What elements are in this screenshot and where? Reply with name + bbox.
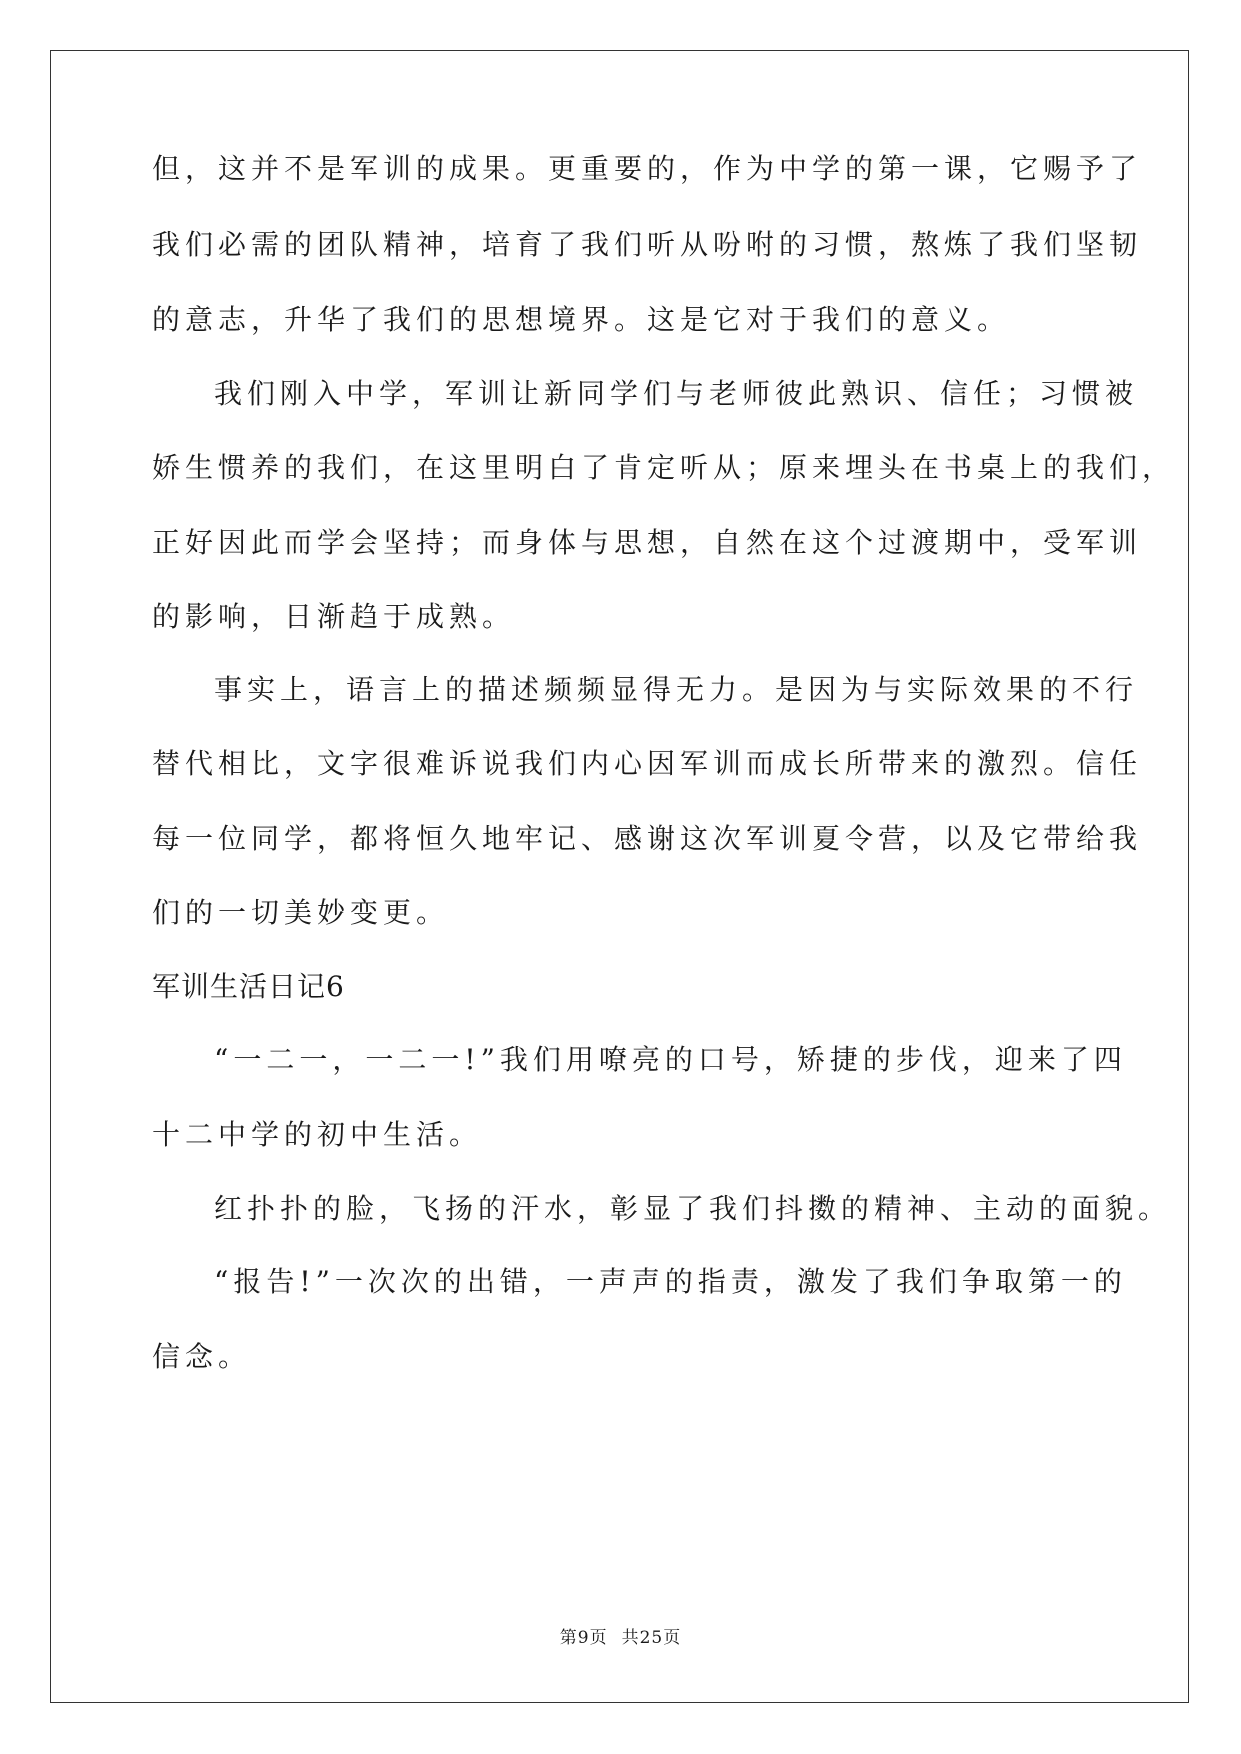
paragraph-line: 替代相比，文字很难诉说我们内心因军训而成长所带来的激烈。信任 bbox=[152, 747, 1143, 780]
paragraph-line: 的影响，日渐趋于成熟。 bbox=[152, 600, 516, 633]
page-frame bbox=[50, 50, 1189, 1703]
paragraph-line: 们的一切美妙变更。 bbox=[152, 896, 450, 929]
paragraph-line: 红扑扑的脸，飞扬的汗水，彰显了我们抖擞的精神、主动的面貌。 bbox=[214, 1192, 1172, 1225]
paragraph-line: “报告!”一次次的出错，一声声的指责，激发了我们争取第一的 bbox=[214, 1265, 1127, 1298]
page-number: 第9页 bbox=[559, 1628, 608, 1648]
paragraph-line: 我们刚入中学，军训让新同学们与老师彼此熟识、信任；习惯被 bbox=[214, 377, 1139, 410]
paragraph-line: 事实上，语言上的描述频频显得无力。是因为与实际效果的不行 bbox=[214, 673, 1139, 706]
paragraph-line: 娇生惯养的我们，在这里明白了肯定听从；原来埋头在书桌上的我们， bbox=[152, 451, 1176, 484]
paragraph-line: 但，这并不是军训的成果。更重要的，作为中学的第一课，它赐予了 bbox=[152, 152, 1143, 185]
section-heading: 军训生活日记6 bbox=[152, 970, 345, 1003]
paragraph-line: 信念。 bbox=[152, 1340, 252, 1373]
paragraph-line: 十二中学的初中生活。 bbox=[152, 1118, 483, 1151]
paragraph-line: 我们必需的团队精神，培育了我们听从吩咐的习惯，熬炼了我们坚韧 bbox=[152, 228, 1143, 261]
page-total: 共25页 bbox=[621, 1628, 682, 1648]
paragraph-line: “一二一，一二一!”我们用嘹亮的口号，矫捷的步伐，迎来了四 bbox=[214, 1043, 1127, 1076]
paragraph-line: 每一位同学，都将恒久地牢记、感谢这次军训夏令营，以及它带给我 bbox=[152, 822, 1143, 855]
paragraph-line: 的意志，升华了我们的思想境界。这是它对于我们的意义。 bbox=[152, 303, 1011, 336]
page-footer bbox=[0, 1626, 1241, 1650]
paragraph-line: 正好因此而学会坚持；而身体与思想，自然在这个过渡期中，受军训 bbox=[152, 526, 1143, 559]
